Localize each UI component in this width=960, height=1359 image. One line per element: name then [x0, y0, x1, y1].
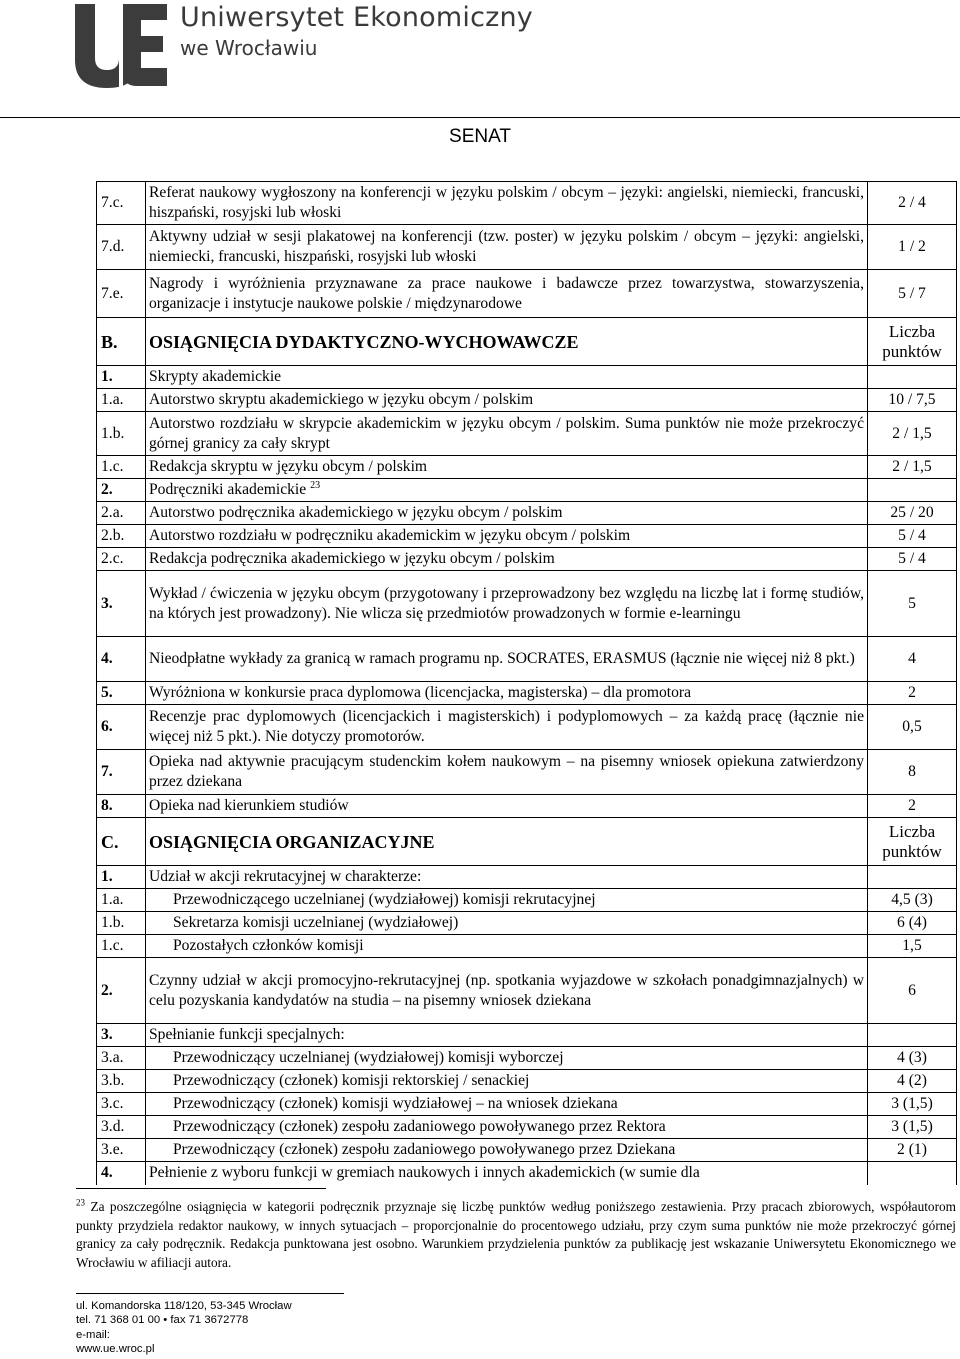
row-points: 2 (1) — [868, 1139, 957, 1162]
row-text: Wykład / ćwiczenia w języku obcym (przygotowany i przeprowadzony bez względu na liczbę lat i formę studiów, na których jest prowadzony). Nie wlicza się przedmiotów prowadzonych w formie e-learningu — [146, 571, 868, 637]
table-row — [97, 958, 957, 1024]
row-points: 3 (1,5) — [868, 1093, 957, 1116]
row-points — [868, 366, 957, 389]
row-number: 2. — [97, 958, 146, 1024]
row-points: 5 / 4 — [868, 525, 957, 548]
table-row — [97, 502, 957, 525]
row-number: 3. — [97, 571, 146, 637]
points-column-header: Liczba punktów — [868, 818, 957, 866]
footnote-text: Za poszczególne osiągnięcia w kategorii podręcznik przyznaje się liczbę punktów według poniższego zestawienia. Przy pracach zbiorowych, współautorom punkty przydziela redaktor naukowy, w innych sytuacjach – proporcjonalnie do procentowego udziału, przy czym suma punktów nie może przekroczyć górnej granicy za cały podręcznik. Redakcja punktowana jest osobno. Warunkiem przydzielenia punktów za publikację jest wskazanie Uniwersytetu Ekonomicznego we Wrocławiu w afiliacji autora. — [76, 1199, 956, 1270]
section-header-row — [97, 318, 957, 366]
row-number: 4. — [97, 637, 146, 682]
table-row — [97, 750, 957, 795]
row-points — [868, 1024, 957, 1047]
row-points — [868, 1162, 957, 1185]
footnote — [76, 1198, 956, 1272]
row-number: 8. — [97, 795, 146, 818]
row-text: Czynny udział w akcji promocyjno-rekrutacyjnej (np. spotkania wyjazdowe w szkołach ponadgimnazjalnych) w celu pozyskania kandydatów na studia – na pisemny wniosek dziekana — [146, 958, 868, 1024]
section-letter: C. — [97, 818, 146, 866]
footnote-ref: 23 — [310, 479, 321, 491]
row-number: 3.b. — [97, 1070, 146, 1093]
row-text: Opieka nad aktywnie pracującym studenckim kołem naukowym – na pisemny wniosek opiekuna zatwierdzony przez dziekana — [146, 750, 868, 795]
address-phone-fax: tel. 71 368 01 00 • fax 71 3672778 — [76, 1314, 249, 1327]
section-letter: B. — [97, 318, 146, 366]
table-row — [97, 1139, 957, 1162]
row-text: Przewodniczący (członek) zespołu zadaniowego powoływanego przez Dziekana — [146, 1139, 868, 1162]
row-text: Aktywny udział w sesji plakatowej na konferencji (tzw. poster) w języku polskim / obcym – języki: angielski, niemiecki, francuski, hiszpański, rosyjski lub włoski — [146, 225, 868, 270]
row-points: 5 / 4 — [868, 548, 957, 571]
row-number: 1. — [97, 866, 146, 889]
row-text: Nieodpłatne wykłady za granicą w ramach programu np. SOCRATES, ERASMUS (łącznie nie więcej niż 8 pkt.) — [146, 637, 868, 682]
row-points: 2 / 1,5 — [868, 456, 957, 479]
row-number: 7. — [97, 750, 146, 795]
row-points: 1,5 — [868, 935, 957, 958]
points-table — [96, 181, 957, 1185]
university-name-line1: Uniwersytet Ekonomiczny — [180, 2, 533, 33]
row-text: Recenzje prac dyplomowych (licencjackich i magisterskich) i podyplomowych – za każdą pracę (łącznie nie więcej niż 5 pkt.). Nie dotyczy promotorów. — [146, 705, 868, 750]
row-number: 6. — [97, 705, 146, 750]
row-text: Przewodniczącego uczelnianej (wydziałowej) komisji rekrutacyjnej — [146, 889, 868, 912]
row-points — [868, 866, 957, 889]
row-text: Skrypty akademickie — [146, 366, 868, 389]
row-points: 2 — [868, 682, 957, 705]
row-number: 3.a. — [97, 1047, 146, 1070]
row-text: Przewodniczący (członek) komisji wydziałowej – na wniosek dziekana — [146, 1093, 868, 1116]
row-points: 1 / 2 — [868, 225, 957, 270]
address-divider — [76, 1293, 344, 1294]
table-row — [97, 1047, 957, 1070]
row-text: Wyróżniona w konkursie praca dyplomowa (licencjacka, magisterska) – dla promotora — [146, 682, 868, 705]
address-block — [76, 1299, 292, 1357]
row-number: 3.c. — [97, 1093, 146, 1116]
row-points: 4 (3) — [868, 1047, 957, 1070]
row-number: 1.c. — [97, 935, 146, 958]
row-number: 1.c. — [97, 456, 146, 479]
row-number: 2. — [97, 479, 146, 502]
table-row — [97, 479, 957, 502]
university-name-line2: we Wrocławiu — [180, 36, 318, 60]
row-points: 2 / 1,5 — [868, 412, 957, 456]
row-text: Referat naukowy wygłoszony na konferencji w języku polskim / obcym – języki: angielski, niemiecki, francuski, hiszpański, rosyjski lub włoski — [146, 182, 868, 225]
row-number: 7.c. — [97, 182, 146, 225]
row-text: Przewodniczący (członek) komisji rektorskiej / senackiej — [146, 1070, 868, 1093]
row-number: 2.b. — [97, 525, 146, 548]
row-number: 5. — [97, 682, 146, 705]
row-points: 4 (2) — [868, 1070, 957, 1093]
table-row — [97, 682, 957, 705]
row-points: 5 / 7 — [868, 270, 957, 318]
row-points: 6 (4) — [868, 912, 957, 935]
table-row — [97, 525, 957, 548]
row-points: 2 — [868, 795, 957, 818]
points-column-header: Liczba punktów — [868, 318, 957, 366]
document-heading: SENAT — [449, 126, 511, 147]
row-text: Autorstwo skryptu akademickiego w języku obcym / polskim — [146, 389, 868, 412]
row-number: 2.a. — [97, 502, 146, 525]
row-points: 4,5 (3) — [868, 889, 957, 912]
table-row — [97, 571, 957, 637]
table-row — [97, 456, 957, 479]
row-number: 1.a. — [97, 389, 146, 412]
row-number: 4. — [97, 1162, 146, 1185]
address-street: ul. Komandorska 118/120, 53-345 Wrocław — [76, 1300, 292, 1312]
table-row — [97, 1162, 957, 1185]
page-header — [0, 0, 960, 147]
row-text: Sekretarza komisji uczelnianej (wydziałowej) — [146, 912, 868, 935]
footnote-divider — [76, 1188, 326, 1189]
row-number: 3.d. — [97, 1116, 146, 1139]
section-title: OSIĄGNIĘCIA DYDAKTYCZNO-WYCHOWAWCZE — [146, 318, 868, 366]
row-points: 25 / 20 — [868, 502, 957, 525]
table-row — [97, 225, 957, 270]
row-points: 2 / 4 — [868, 182, 957, 225]
table-row — [97, 705, 957, 750]
table-row — [97, 912, 957, 935]
row-points: 5 — [868, 571, 957, 637]
row-text: Spełnianie funkcji specjalnych: — [146, 1024, 868, 1047]
row-text: Nagrody i wyróżnienia przyznawane za prace naukowe i badawcze przez towarzystwa, stowarzyszenia, organizacje i instytucje naukowe polskie / międzynarodowe — [146, 270, 868, 318]
row-points: 6 — [868, 958, 957, 1024]
section-title: OSIĄGNIĘCIA ORGANIZACYJNE — [146, 818, 868, 866]
row-points: 0,5 — [868, 705, 957, 750]
row-points: 3 (1,5) — [868, 1116, 957, 1139]
row-text: Autorstwo rozdziału w podręczniku akademickim w języku obcym / polskim — [146, 525, 868, 548]
table-row — [97, 1116, 957, 1139]
table-row — [97, 412, 957, 456]
row-text: Autorstwo rozdziału w skrypcie akademickim w języku obcym / polskim. Suma punktów nie może przekroczyć górnej granicy za cały skrypt — [146, 412, 868, 456]
footnote-mark: 23 — [76, 1197, 85, 1208]
row-number: 3. — [97, 1024, 146, 1047]
table-row — [97, 1070, 957, 1093]
row-text-label: Podręczniki akademickie — [149, 481, 307, 498]
table-row — [97, 1093, 957, 1116]
table-row — [97, 637, 957, 682]
row-points: 10 / 7,5 — [868, 389, 957, 412]
table-row — [97, 270, 957, 318]
row-number: 1.b. — [97, 412, 146, 456]
university-logo — [73, 2, 168, 88]
row-points: 8 — [868, 750, 957, 795]
table-row — [97, 389, 957, 412]
table-row — [97, 1024, 957, 1047]
table-row — [97, 795, 957, 818]
table-row — [97, 889, 957, 912]
row-text — [146, 479, 868, 502]
row-number: 1.a. — [97, 889, 146, 912]
table-row — [97, 548, 957, 571]
row-text: Autorstwo podręcznika akademickiego w języku obcym / polskim — [146, 502, 868, 525]
address-email: e-mail: — [76, 1328, 110, 1341]
row-number: 3.e. — [97, 1139, 146, 1162]
row-number: 7.d. — [97, 225, 146, 270]
row-number: 7.e. — [97, 270, 146, 318]
address-website: www.ue.wroc.pl — [76, 1343, 155, 1356]
table-row — [97, 935, 957, 958]
row-points — [868, 479, 957, 502]
row-text: Opieka nad kierunkiem studiów — [146, 795, 868, 818]
table-row — [97, 866, 957, 889]
row-number: 1.b. — [97, 912, 146, 935]
table-row — [97, 182, 957, 225]
header-divider — [0, 117, 960, 118]
row-text: Pełnienie z wyboru funkcji w gremiach naukowych i innych akademickich (w sumie dla — [146, 1162, 868, 1185]
row-text: Przewodniczący (członek) zespołu zadaniowego powoływanego przez Rektora — [146, 1116, 868, 1139]
row-text: Przewodniczący uczelnianej (wydziałowej) komisji wyborczej — [146, 1047, 868, 1070]
row-points: 4 — [868, 637, 957, 682]
table-row — [97, 366, 957, 389]
row-number: 1. — [97, 366, 146, 389]
row-text: Redakcja skryptu w języku obcym / polskim — [146, 456, 868, 479]
row-number: 2.c. — [97, 548, 146, 571]
row-text: Udział w akcji rekrutacyjnej w charakterze: — [146, 866, 868, 889]
section-header-row — [97, 818, 957, 866]
row-text: Pozostałych członków komisji — [146, 935, 868, 958]
row-text: Redakcja podręcznika akademickiego w języku obcym / polskim — [146, 548, 868, 571]
